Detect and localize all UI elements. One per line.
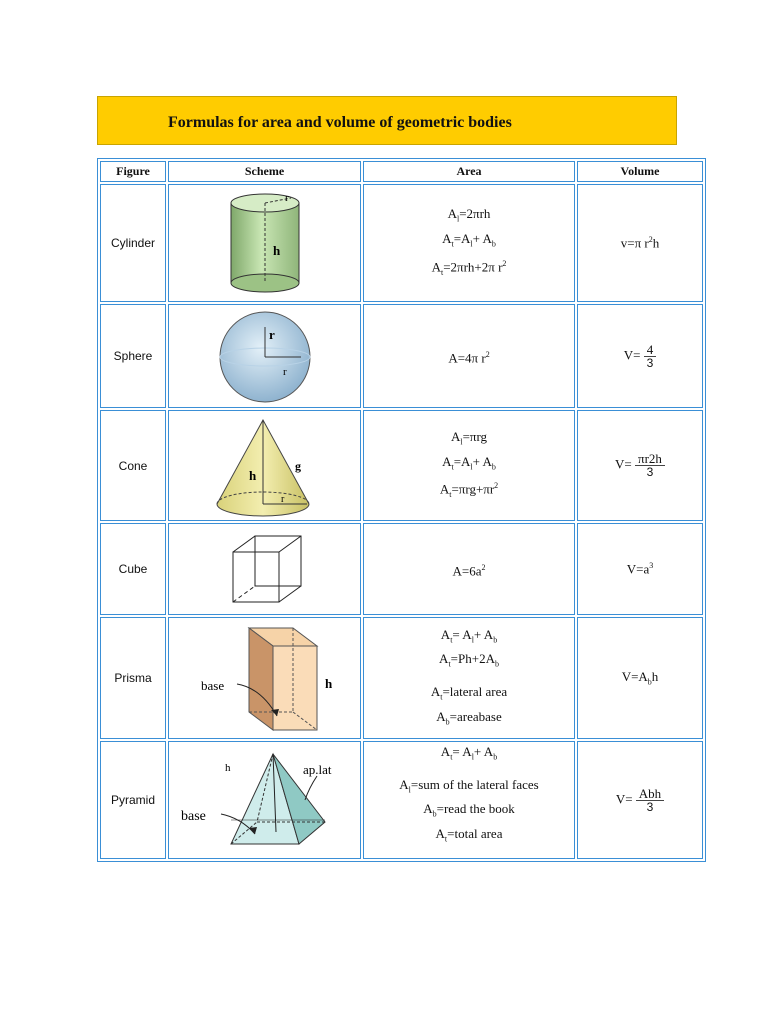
volume-prefix: V= [623, 346, 641, 362]
cylinder-diagram [169, 185, 360, 301]
page-title: Formulas for area and volume of geometric bodies [168, 114, 512, 131]
figure-name: Sphere [100, 304, 166, 408]
label-g: g [295, 458, 301, 473]
fraction-denominator: 3 [646, 355, 654, 370]
area-pyramid: $A_t= A_l+ A_b$ $A_l=sum$ of the lateral faces $A_b=read$ the book $A_t=total$ area [363, 741, 575, 859]
header-row [100, 161, 703, 182]
table-row-cube [100, 523, 703, 615]
figure-name: Cylinder [100, 184, 166, 302]
figure-name: Cube [100, 523, 166, 615]
fraction-denominator: 3 [646, 465, 654, 479]
column-header-figure: Figure [100, 161, 166, 182]
area-cube: $A=6a^2$ [363, 523, 575, 615]
label-r: r [285, 192, 289, 204]
volume-cube: $V=a^3$ [577, 523, 703, 615]
area-cylinder: $A_l=2\pi rh$ $A_t=A_l+ A_b$ $A_t=2\pi rh+2\pi$ $r^2$ [363, 184, 575, 302]
column-header-area: Area [363, 161, 575, 182]
fraction-numerator: Abh [636, 787, 664, 801]
volume-pyramid [577, 741, 703, 859]
volume-prisma: $V=A_bh$ [577, 617, 703, 739]
table-row-cylinder [100, 184, 703, 302]
volume-sphere [577, 304, 703, 408]
label-h: h [249, 467, 257, 483]
volume-cone [577, 410, 703, 521]
formula-table [97, 158, 706, 862]
fraction-numerator: πr2h [635, 452, 665, 466]
scheme-pyramid [168, 741, 361, 859]
cube-diagram [169, 524, 360, 614]
volume-fraction [635, 452, 665, 479]
volume-cylinder: v=π $r^2h$ [577, 184, 703, 302]
fraction-denominator: 3 [646, 799, 654, 814]
title-banner [97, 96, 677, 145]
area-sphere: A=4π $r^2$ [363, 304, 575, 408]
table-row-sphere [100, 304, 703, 408]
label-base: base [201, 678, 225, 693]
prism-diagram [169, 618, 360, 738]
label-apothem: ap.lat [303, 762, 332, 777]
label-r-vertical: r [269, 327, 275, 342]
scheme-cylinder [168, 184, 361, 302]
area-cone: $A_l=\pi rg$ $A_t=A_l+ A_b$ $A_t=\pi rg+\pi r^2$ [363, 410, 575, 521]
volume-fraction [644, 343, 657, 370]
table-row-pyramid [100, 741, 703, 859]
scheme-sphere [168, 304, 361, 408]
scheme-cube [168, 523, 361, 615]
column-header-volume: Volume [577, 161, 703, 182]
volume-prefix: V= [615, 456, 632, 472]
volume-prefix: V= [615, 790, 633, 806]
figure-name: Pyramid [100, 741, 166, 859]
label-base: base [181, 809, 206, 824]
label-h: h [325, 676, 333, 691]
label-h: h [273, 243, 281, 258]
label-r-horizontal: r [283, 366, 287, 378]
scheme-prisma [168, 617, 361, 739]
cone-diagram [169, 412, 360, 520]
area-prisma: $A_t= A_l+ A_b$ $A_t=Ph+2A_b$ $A_t=lateral$ area $A_b=areabase$ [363, 617, 575, 739]
label-r: r [281, 493, 285, 505]
fraction-numerator: 4 [644, 343, 657, 357]
figure-name: Prisma [100, 617, 166, 739]
figure-name: Cone [100, 410, 166, 521]
table-row-prisma [100, 617, 703, 739]
pyramid-diagram [169, 742, 360, 858]
label-h: h [225, 762, 231, 774]
table-row-cone [100, 410, 703, 521]
volume-fraction [636, 787, 664, 814]
sphere-diagram [169, 305, 360, 407]
column-header-scheme: Scheme [168, 161, 361, 182]
scheme-cone [168, 410, 361, 521]
